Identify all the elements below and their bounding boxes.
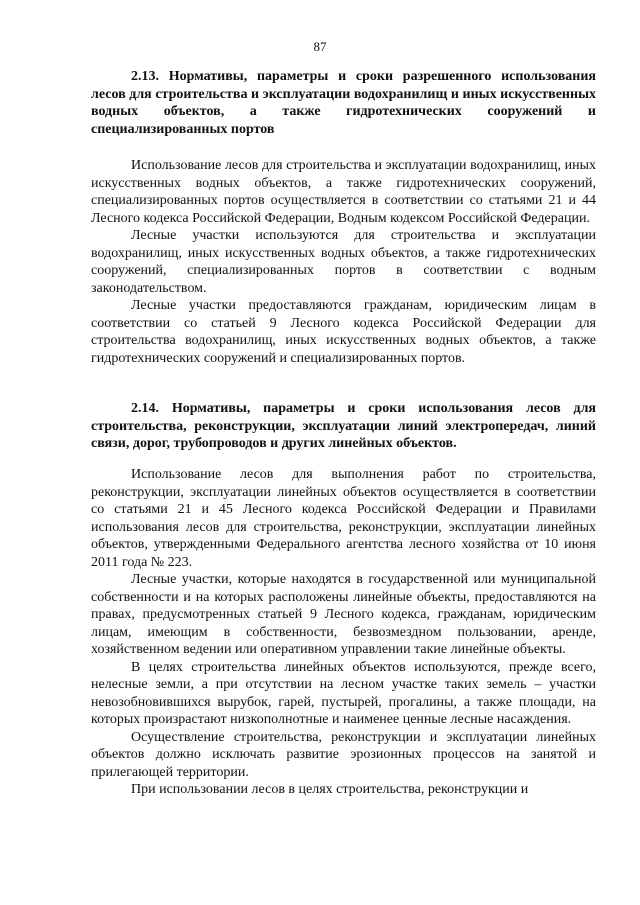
section-heading-2-14 bbox=[91, 400, 596, 453]
paragraph: Использование лесов для выполнения работ по строительства, реконструкции, эксплуатации линейных объектов осуществляется в соответствии со статьями 21 и 45 Лесного кодекса Российской Федерации и Правилами использования лесов для строительства, реконструкции, эксплуатации линейных объектов, утвержденными Федерального агентства лесного хозяйства от 10 июня 2011 года № 223. bbox=[91, 467, 596, 570]
paragraph: При использовании лесов в целях строительства, реконструкции и bbox=[131, 782, 529, 797]
paragraph: Использование лесов для строительства и эксплуатации водохранилищ, иных искусственных водных объектов, а также гидротехнических сооружений, специализированных портов осуществляется в соответствии со статьями 21 и 44 Лесного кодекса Российской Федерации, Водным кодексом Российской Федерации. bbox=[91, 158, 596, 226]
paragraph: Лесные участки предоставляются гражданам, юридическим лицам в соответствии со статьей 9 Лесного кодекса Российской Федерации для строительства водохранилищ, иных искусственных водных объектов, а также гидротехнических сооружений и специализированных портов. bbox=[91, 298, 596, 366]
paragraph: В целях строительства линейных объектов используются, прежде всего, нелесные земли, а при отсутствии на лесном участке таких земель – участки невозобновившихся вырубок, гарей, пустырей, прогалины, а также площади, на которых произрастают низкополнотные и наименее ценные лесные насаждения. bbox=[91, 659, 596, 727]
section-heading-2-14-text: 2.14. Нормативы, параметры и сроки использования лесов для строительства, реконструкции, эксплуатации линий электропередач, линий связи, дорог, трубопроводов и других линейных объектов. bbox=[91, 401, 596, 451]
section-body-2-13 bbox=[91, 157, 596, 367]
section-body-2-14 bbox=[91, 466, 596, 799]
paragraph: Лесные участки, которые находятся в государственной или муниципальной собственности и на которых расположены линейные объекты, предоставляются на правах, предусмотренных статьей 9 Лесного кодекса, гражданам, юридическим лицам, имеющим в собственности, безвозмездном пользовании, аренде, хозяйственном ведении или оперативном управлении такие линейные объекты. bbox=[91, 572, 596, 657]
section-heading-2-13-text: 2.13. Нормативы, параметры и сроки разрешенного использования лесов для строительства и эксплуатации водохранилищ и иных искусственных водных объектов, а также гидротехнических сооружений и специализированных портов bbox=[91, 69, 596, 137]
section-heading-2-13 bbox=[91, 68, 596, 138]
page-number: 87 bbox=[313, 39, 327, 54]
paragraph: Лесные участки используются для строительства и эксплуатации водохранилищ, иных искусственных водных объектов, а также гидротехнических сооружений, специализированных портов в соответствии с водным законодательством. bbox=[91, 228, 596, 296]
paragraph: Осуществление строительства, реконструкции и эксплуатации линейных объектов должно исключать развитие эрозионных процессов на занятой и прилегающей территории. bbox=[91, 729, 596, 780]
